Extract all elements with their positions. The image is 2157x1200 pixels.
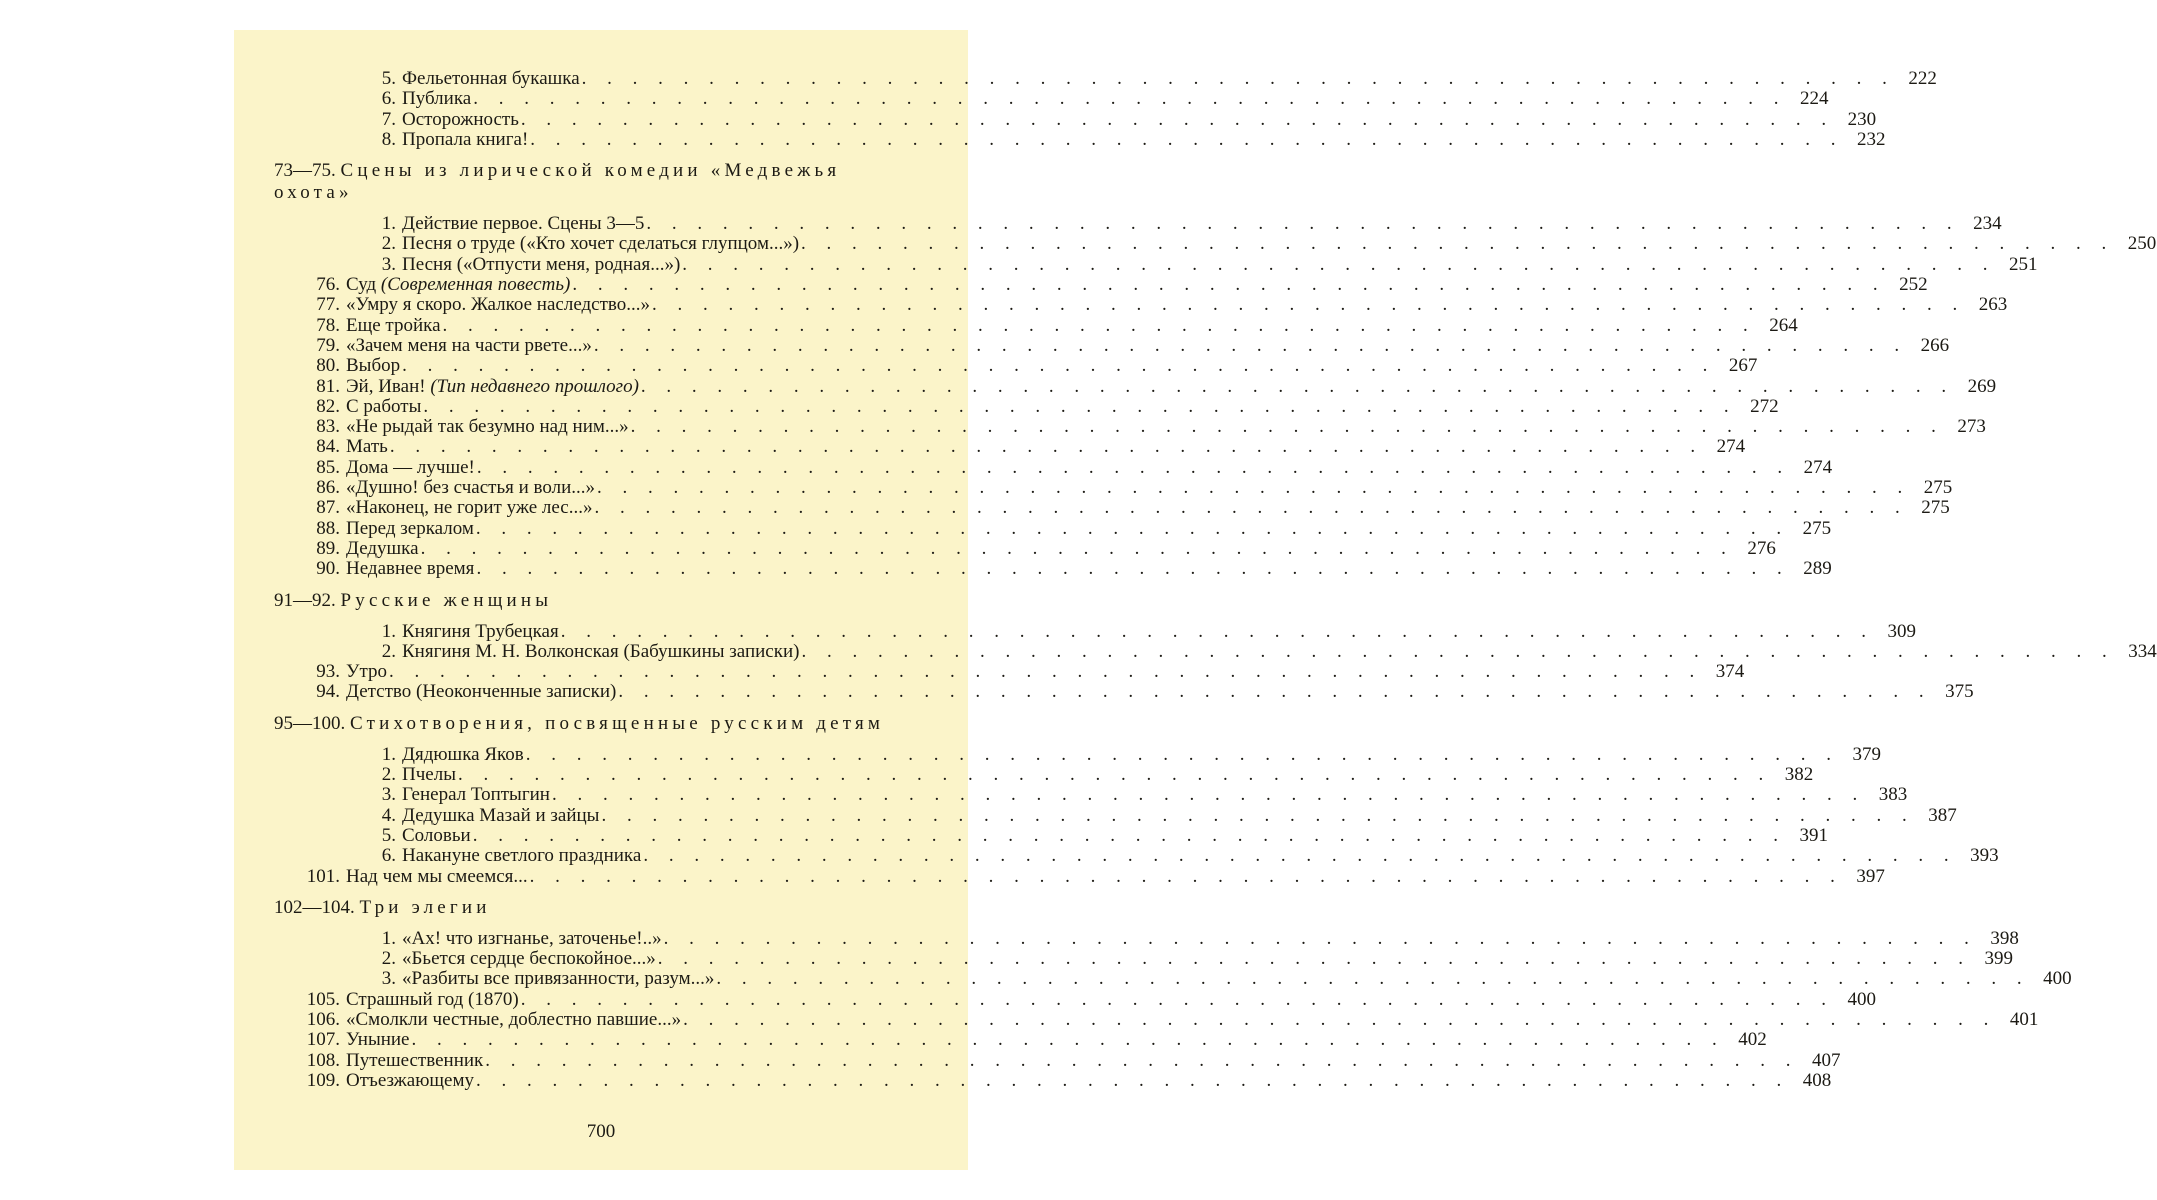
toc-page-number: 264 (1769, 314, 1798, 336)
dot-leader (801, 642, 2114, 662)
toc-entry-title (340, 1030, 410, 1050)
toc-entry-title (396, 255, 680, 275)
page-number: 700 (586, 1121, 616, 1142)
toc-entry (274, 314, 1798, 336)
toc-entry-title (396, 949, 656, 969)
toc-entry-title-text: Уныние (346, 1029, 410, 1051)
toc-entry-number: 2. (381, 764, 396, 786)
dot-leader (390, 437, 1703, 457)
toc-entry-title (396, 89, 471, 109)
toc-page-number: 224 (1799, 88, 1829, 110)
toc-entry-title (340, 662, 387, 682)
toc-entry-title (340, 295, 650, 315)
dot-leader (716, 969, 2029, 989)
toc-entry-title (396, 234, 799, 254)
dot-leader (526, 745, 1839, 765)
toc-entry (274, 274, 1928, 296)
toc-entry-number: 78. (316, 314, 340, 336)
toc-entry-title-text: Песня о труде («Кто хочет сделаться глупцом...») (402, 233, 800, 255)
toc-page-number: 251 (2009, 253, 2038, 275)
toc-entry-number: 87. (316, 497, 340, 519)
toc-entry-number: 90. (316, 558, 340, 580)
toc-page-number: 222 (1908, 68, 1937, 89)
dot-leader (552, 785, 1865, 805)
toc-entry (274, 395, 1779, 417)
toc-entry-number: 1. (381, 927, 396, 949)
toc-page-number: 383 (1878, 784, 1908, 806)
toc-entry-title-text: Дядюшка Яков (402, 743, 524, 765)
toc-entry-title (396, 826, 471, 846)
toc-entry-number: 108. (306, 1049, 340, 1071)
toc-entry (274, 1008, 2039, 1030)
toc-entry-number: 6. (381, 845, 396, 867)
toc-entry-title-text: Утро (346, 661, 387, 683)
toc-entry-number: 93. (316, 661, 340, 683)
toc-entry-subtitle: (Тип недавнего прошлого) (430, 375, 639, 397)
toc-page-number: 263 (1978, 294, 2008, 316)
dot-leader (476, 559, 1789, 579)
toc-entry-title (340, 437, 388, 457)
toc-page-number: 391 (1799, 824, 1828, 846)
toc-entry-number: 8. (381, 128, 396, 150)
toc-entry-number: 85. (316, 456, 340, 478)
toc-entry-number: 89. (316, 537, 340, 559)
dot-leader (561, 622, 1874, 642)
toc-entry-title-text: Над чем мы смеемся... (346, 865, 528, 887)
toc-entry (274, 88, 1829, 110)
toc-entry (274, 824, 1828, 846)
toc-section-heading (274, 897, 926, 919)
toc-entry-title (396, 642, 799, 662)
toc-entry-number: 109. (306, 1069, 340, 1091)
toc-entry-title-text: «Наконец, не горит уже лес...» (346, 497, 593, 519)
toc-entry-title (340, 316, 441, 336)
toc-page-number: 267 (1728, 355, 1758, 377)
toc-entry-title-text: Дома — лучше! (346, 456, 475, 478)
toc-page-number: 408 (1802, 1069, 1832, 1091)
toc-entry (274, 558, 1832, 580)
toc-entry-title-text: Перед зеркалом (346, 517, 474, 539)
dot-leader (389, 662, 1702, 682)
dot-leader (641, 377, 1954, 397)
toc-page-number: 234 (1973, 213, 2002, 235)
toc-entry (274, 784, 1908, 806)
dot-leader (582, 69, 1895, 89)
toc-page-number: 275 (1923, 477, 1953, 499)
toc-entry (274, 456, 1833, 478)
toc-entry (274, 517, 1832, 539)
toc-entry (274, 927, 2019, 949)
toc-entry (274, 128, 1886, 150)
dot-leader (682, 255, 1995, 275)
toc-entry-title-text: Песня («Отпусти меня, родная...») (402, 253, 681, 275)
toc-entry-title-text: Соловьи (402, 824, 471, 846)
toc-entry (274, 334, 1950, 356)
toc-entry-number: 84. (316, 436, 340, 458)
toc-section-heading (274, 160, 926, 204)
toc-entry (274, 968, 2072, 990)
toc-entry (274, 620, 1916, 642)
toc-entry-title (340, 539, 419, 559)
toc-page-number: 274 (1716, 436, 1746, 458)
toc-entry-number: 3. (381, 784, 396, 806)
toc-entry-title-text: Суд (346, 274, 377, 296)
toc-entry-title (340, 519, 474, 539)
toc-entry-number: 2. (381, 640, 396, 662)
toc-entry-title (396, 929, 662, 949)
toc-entry-title-text: Публика (402, 88, 472, 110)
toc-entry-number: 5. (381, 68, 396, 89)
dot-leader (521, 990, 1834, 1010)
dot-leader (801, 234, 2114, 254)
toc-entry-number: 2. (381, 233, 396, 255)
dot-leader (473, 89, 1786, 109)
toc-entry-number: 76. (316, 274, 340, 296)
toc-entry-number: 6. (381, 88, 396, 110)
toc-page-number: 387 (1928, 804, 1957, 826)
book-page (234, 30, 2157, 1170)
toc-page-number: 402 (1738, 1029, 1767, 1051)
toc-section-title: Стихотворения, посвященные русским детям (350, 712, 885, 734)
toc-page-number: 250 (2127, 233, 2157, 255)
toc-entry-title-text: С работы (346, 395, 422, 417)
toc-entry (274, 640, 2157, 662)
toc-entry (274, 477, 1953, 499)
toc-entry-number: 4. (381, 804, 396, 826)
toc-entry-title (340, 1051, 483, 1071)
toc-entry (274, 764, 1814, 786)
toc-entry-number: 105. (306, 988, 340, 1010)
toc-page-number: 400 (1847, 988, 1876, 1010)
toc-page-number: 269 (1967, 375, 1997, 397)
toc-entry-number: 91—92. (274, 589, 336, 611)
toc-page-number: 379 (1852, 743, 1881, 765)
toc-entry-number: 88. (316, 517, 340, 539)
toc-entry-number: 79. (316, 334, 340, 356)
toc-page-number: 398 (1990, 927, 2019, 949)
toc-entry-title (396, 110, 519, 130)
toc-entry-number: 83. (316, 416, 340, 438)
dot-leader (458, 765, 1771, 785)
toc-page-number: 289 (1803, 558, 1832, 580)
toc-entry-title-text: Княгиня Трубецкая (402, 620, 559, 642)
toc-page-number: 276 (1747, 537, 1776, 559)
toc-page-number: 397 (1856, 865, 1885, 887)
toc-page-number: 374 (1715, 661, 1745, 683)
toc-entry-number: 73—75. (274, 160, 336, 182)
toc-entry-title (396, 846, 641, 866)
toc-entry-title (396, 214, 644, 234)
toc-page-number: 334 (2128, 640, 2157, 662)
dot-leader (601, 806, 1914, 826)
toc-entry (274, 537, 1776, 559)
toc-entry-number: 2. (381, 948, 396, 970)
toc-entry (274, 948, 2014, 970)
toc-entry-title (396, 69, 580, 89)
toc-page-number: 275 (1802, 517, 1832, 539)
dot-leader (572, 275, 1885, 295)
toc-entry-number: 82. (316, 395, 340, 417)
toc-entry (274, 1049, 1841, 1071)
toc-entry-title-text: Дедушка (346, 537, 419, 559)
toc-entry-title-text: Накануне светлого праздника (402, 845, 642, 867)
toc-entry (274, 865, 1885, 887)
dot-leader (402, 356, 1715, 376)
toc-entry-title (340, 458, 475, 478)
toc-entry (274, 213, 2002, 235)
toc-page-number: 375 (1945, 681, 1974, 703)
dot-leader (530, 130, 1843, 150)
toc-entry (274, 1029, 1767, 1051)
toc-entry (274, 681, 1974, 703)
dot-leader (683, 1010, 1996, 1030)
dot-leader (530, 867, 1843, 887)
toc-entry-title-text: Выбор (346, 355, 401, 377)
toc-entry-title (396, 130, 528, 150)
toc-entry-title (396, 806, 599, 826)
dot-leader (473, 826, 1786, 846)
toc-entry-number: 7. (381, 108, 396, 130)
dot-leader (652, 295, 1965, 315)
toc-entry-subtitle: (Современная повесть) (380, 274, 571, 296)
toc-entry (274, 988, 1876, 1010)
toc-entry-number: 5. (381, 824, 396, 846)
toc-entry-title (396, 622, 559, 642)
toc-entry-title-text: Фельетонная букашка (402, 68, 580, 89)
toc-entry-title-text: Отъезжающему (346, 1069, 475, 1091)
toc-entry-number: 95—100. (274, 712, 346, 734)
toc-page-number: 401 (2009, 1008, 2039, 1030)
toc-entry-title (340, 397, 421, 417)
toc-entry (274, 375, 1997, 397)
toc-page-number: 266 (1920, 334, 1950, 356)
toc-entry-title (340, 478, 595, 498)
dot-leader (485, 1051, 1798, 1071)
toc-entry (274, 253, 2038, 275)
toc-entry-title (340, 1010, 681, 1030)
toc-entry-title (396, 969, 714, 989)
toc-entry-title-text: Мать (346, 436, 388, 458)
toc-entry-title-text: Детство (Неоконченные записки) (346, 681, 617, 703)
toc-entry-number: 86. (316, 477, 340, 499)
toc-section-title: Сцены из лирической комедии «Медвежья охота» (274, 160, 841, 204)
toc-entry-number: 80. (316, 355, 340, 377)
toc-page-number: 272 (1750, 395, 1779, 417)
toc-entry (274, 233, 2157, 255)
toc-entry-number: 3. (381, 253, 396, 275)
toc-entry-title-text: Дедушка Мазай и зайцы (402, 804, 600, 826)
toc-entry-title (340, 498, 592, 518)
toc-entry-title-text: Пчелы (402, 764, 456, 786)
toc-entry-title-text: Недавнее время (346, 558, 475, 580)
toc-entry-title (340, 377, 639, 397)
toc-section-heading (274, 713, 926, 735)
dot-leader (594, 336, 1907, 356)
toc-entry-title-text: Княгиня М. Н. Волконская (Бабушкины записки) (402, 640, 800, 662)
toc-entry-title (396, 765, 456, 785)
toc-entry-title-text: «Бьется сердце беспокойное...» (402, 948, 656, 970)
toc-entry-title-text: «Умру я скоро. Жалкое наследство...» (346, 294, 650, 316)
toc-entry-title (340, 559, 474, 579)
toc-entry-number: 1. (381, 620, 396, 642)
toc-entry-title-text: «Душно! без счастья и воли...» (346, 477, 596, 499)
dot-leader (423, 397, 1736, 417)
toc-entry-number: 106. (306, 1008, 340, 1030)
toc-entry-title (340, 356, 400, 376)
toc-page-number: 252 (1899, 274, 1928, 296)
toc-entry (274, 294, 2008, 316)
toc-entry-title-text: Еще тройка (346, 314, 441, 336)
toc-page-number: 275 (1921, 497, 1950, 519)
toc-entry-number: 1. (381, 213, 396, 235)
toc-entry-title-text: «Разбиты все привязанности, разум...» (402, 968, 715, 990)
dot-leader (476, 1071, 1789, 1091)
toc-entry-title-text: Эй, Иван! (346, 375, 426, 397)
toc-entry-title-text: Осторожность (402, 108, 519, 130)
toc-entry-number: 77. (316, 294, 340, 316)
table-of-contents (274, 68, 2157, 1091)
dot-leader (521, 110, 1834, 130)
dot-leader (476, 519, 1789, 539)
toc-entry-number: 1. (381, 743, 396, 765)
toc-entry (274, 436, 1746, 458)
toc-entry-title (340, 990, 519, 1010)
toc-entry-title (340, 1071, 474, 1091)
toc-entry-title-text: Путешественник (346, 1049, 484, 1071)
toc-entry (274, 661, 1745, 683)
toc-entry-title-text: «Не рыдай так безумно над ним...» (346, 416, 629, 438)
toc-entry-title (396, 745, 524, 765)
toc-page-number: 382 (1784, 764, 1814, 786)
toc-section-title: Три элегии (359, 896, 491, 918)
dot-leader (646, 214, 1959, 234)
toc-entry (274, 845, 1999, 867)
toc-page-number: 407 (1812, 1049, 1841, 1071)
dot-leader (597, 478, 1910, 498)
toc-entry-title (340, 336, 592, 356)
toc-entry-title-text: Генерал Топтыгин (402, 784, 550, 806)
dot-leader (443, 316, 1756, 336)
toc-entry-number: 107. (306, 1029, 340, 1051)
toc-entry-number: 94. (316, 681, 340, 703)
toc-entry-title (340, 275, 570, 295)
dot-leader (594, 498, 1907, 518)
toc-entry-number: 81. (316, 375, 340, 397)
dot-leader (631, 417, 1944, 437)
dot-leader (658, 949, 1971, 969)
toc-entry-title-text: «Ах! что изгнанье, заточенье!..» (402, 927, 662, 949)
toc-page-number: 399 (1984, 948, 2014, 970)
toc-entry (274, 1069, 1832, 1091)
dot-leader (477, 458, 1790, 478)
toc-entry-number: 102—104. (274, 896, 355, 918)
toc-entry-title-text: Страшный год (1870) (346, 988, 519, 1010)
toc-entry-number: 3. (381, 968, 396, 990)
toc-entry-title (340, 682, 616, 702)
toc-entry-title (396, 785, 550, 805)
toc-entry (274, 497, 1950, 519)
toc-entry (274, 355, 1758, 377)
toc-entry-title (340, 417, 629, 437)
toc-page-number: 400 (2043, 968, 2072, 990)
toc-entry (274, 68, 1937, 89)
toc-page-number: 309 (1887, 620, 1916, 642)
toc-section-heading (274, 590, 926, 612)
dot-leader (643, 846, 1956, 866)
toc-page-number: 232 (1857, 128, 1886, 150)
toc-section-title: Русские женщины (340, 589, 553, 611)
toc-page-number: 273 (1957, 416, 1986, 438)
dot-leader (664, 929, 1977, 949)
toc-entry-title-text: «Смолкли честные, доблестно павшие...» (346, 1008, 682, 1030)
dot-leader (421, 539, 1734, 559)
toc-entry-title-text: «Зачем меня на части рвете...» (346, 334, 592, 356)
toc-entry (274, 804, 1957, 826)
toc-entry-title-text: Действие первое. Сцены 3—5 (402, 213, 645, 235)
toc-entry-title-text: Пропала книга! (402, 128, 529, 150)
dot-leader (618, 682, 1931, 702)
toc-page-number: 274 (1803, 456, 1833, 478)
toc-entry (274, 416, 1986, 438)
dot-leader (412, 1030, 1725, 1050)
toc-entry-number: 101. (306, 865, 340, 887)
toc-entry (274, 743, 1881, 765)
toc-entry-title (340, 867, 528, 887)
toc-page-number: 230 (1847, 108, 1877, 130)
toc-entry (274, 108, 1877, 130)
toc-page-number: 393 (1970, 845, 1999, 867)
